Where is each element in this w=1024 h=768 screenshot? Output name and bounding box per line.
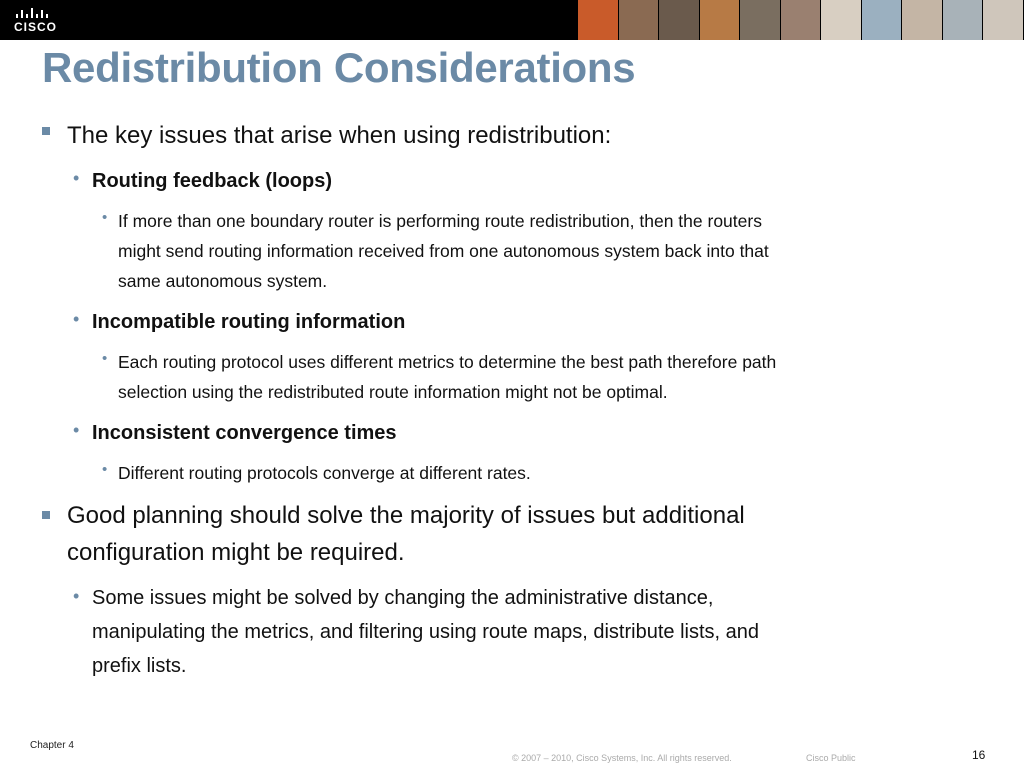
photo-tile (740, 0, 781, 40)
square-bullet-icon (42, 127, 50, 135)
sub-detail-2-line-1: Each routing protocol uses different metrics to determine the best path therefore path (118, 352, 777, 372)
footer-chapter: Chapter 4 (30, 740, 74, 751)
photo-tile (983, 0, 1024, 40)
sub-4-line-3: prefix lists. (92, 655, 187, 677)
dot-bullet-icon: • (73, 309, 80, 329)
photo-tile (943, 0, 984, 40)
photo-tile (862, 0, 903, 40)
bullet-1: The key issues that arise when using redistribution: (67, 122, 612, 149)
sub-detail-3-line-1: Different routing protocols converge at different rates. (118, 463, 531, 483)
dot-bullet-icon: • (73, 168, 80, 188)
photo-tile (700, 0, 741, 40)
sub-detail-1-line-3: same autonomous system. (118, 271, 328, 291)
sub-4-line-2: manipulating the metrics, and filtering using route maps, distribute lists, and (92, 621, 760, 643)
page-number: 16 (972, 748, 986, 762)
sub-heading-incompatible: Incompatible routing information (92, 311, 406, 333)
header-band (0, 0, 1024, 40)
dot-bullet-icon: • (102, 461, 108, 478)
photo-tile (659, 0, 700, 40)
slide-title: Redistribution Considerations (42, 44, 636, 91)
photo-tile (781, 0, 822, 40)
bullet-2-line-1: Good planning should solve the majority of issues but additional (67, 502, 745, 529)
sub-heading-routing-feedback: Routing feedback (loops) (92, 170, 332, 192)
sub-4-line-1: Some issues might be solved by changing the administrative distance, (92, 587, 714, 609)
photo-tile (619, 0, 660, 40)
square-bullet-icon (42, 511, 50, 519)
photo-tile (821, 0, 862, 40)
photo-tile (578, 0, 619, 40)
photo-tile (902, 0, 943, 40)
sub-detail-1-line-2: might send routing information received from one autonomous system back into that (118, 241, 769, 261)
dot-bullet-icon: • (102, 350, 108, 367)
sub-detail-2-line-2: selection using the redistributed route information might not be optimal. (118, 382, 668, 402)
sub-heading-convergence: Inconsistent convergence times (92, 422, 397, 444)
dot-bullet-icon: • (102, 209, 108, 226)
logo-text: CISCO (14, 20, 58, 34)
sub-detail-1-line-1: If more than one boundary router is performing route redistribution, then the routers (118, 211, 762, 231)
dot-bullet-icon: • (73, 420, 80, 440)
bullet-2-line-2: configuration might be required. (67, 539, 405, 566)
photo-strip (578, 0, 1024, 40)
footer-classification: Cisco Public (806, 753, 856, 763)
footer-copyright: © 2007 – 2010, Cisco Systems, Inc. All rights reserved. (512, 753, 732, 763)
dot-bullet-icon: • (73, 586, 80, 606)
